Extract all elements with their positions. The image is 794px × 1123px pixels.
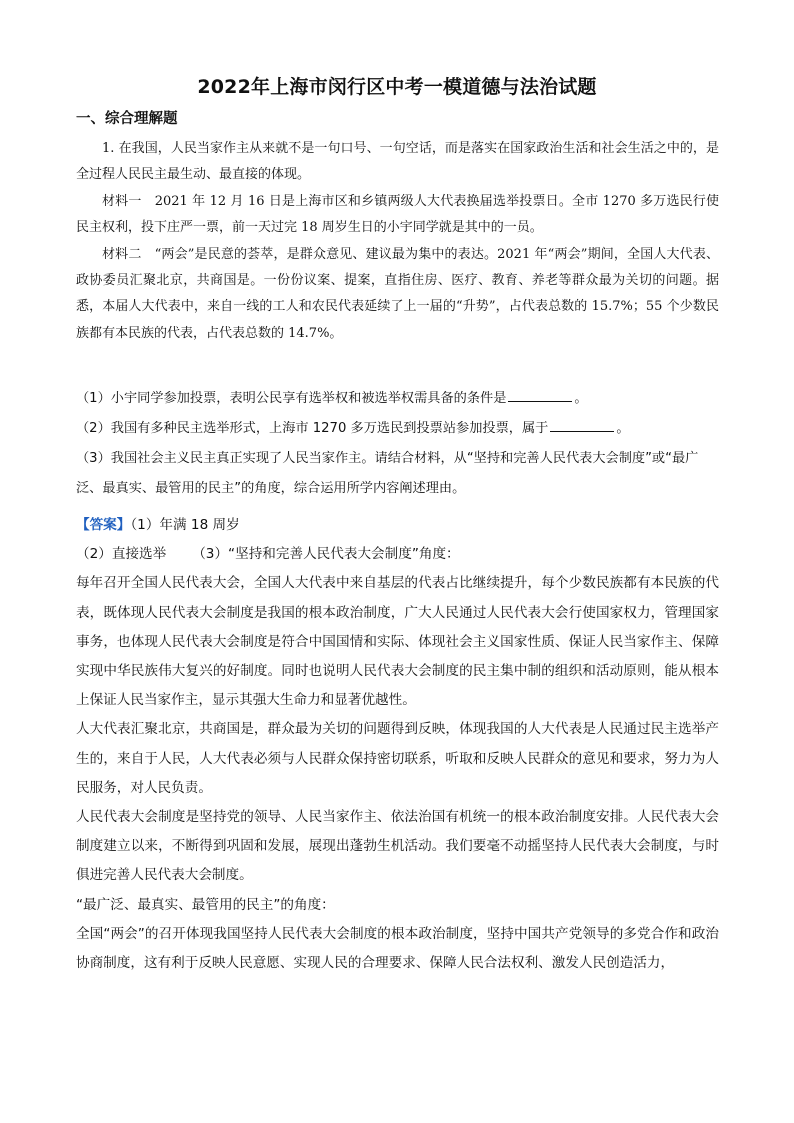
answer-paragraph-5: 全国“两会”的召开体现我国坚持人民代表大会制度的根本政治制度，坚持中国共产党领导的多党合作和政治协商制度，这有利于反映人民意愿、实现人民的合理要求、保障人民合法权利、激发人民创造活力， [76, 925, 719, 972]
answer-3-heading: （3）“坚持和完善人民代表大会制度”角度： [192, 546, 460, 563]
answer-paragraph-2: 人大代表汇聚北京，共商国是，群众最为关切的问题得到反映，体现我国的人大代表是人民通过民主选举产生的，来自于人民，人大代表必须与人民群众保持密切联系，听取和反映人民群众的意见和要求，努力为人民服务，对人民负责。 [76, 721, 719, 796]
answer-tag: 【答案】 [76, 517, 131, 533]
section-heading: 一、综合理解题 [76, 111, 178, 127]
page-title: 2022年上海市闵行区中考一模道德与法治试题 [197, 76, 597, 98]
sub-question-1-end: 。 [574, 391, 588, 406]
answer-2: （2）直接选举 [76, 546, 167, 563]
answer-line-1 [76, 511, 719, 540]
answer-blank-1 [508, 387, 572, 402]
sub-question-2-text: （2）我国有多种民主选举形式，上海市 1270 多万选民到投票站参加投票，属于 [76, 421, 549, 436]
sub-question-3: （3）我国社会主义民主真正实现了人民当家作主。请结合材料，从“坚持和完善人民代表大会制度”或“最广泛、最真实、最管用的民主”的角度，综合运用所学内容阐述理由。 [76, 451, 699, 496]
sub-question-2-end: 。 [616, 421, 630, 436]
answer-block [76, 511, 719, 978]
question-intro: 1. 在我国，人民当家作主从来就不是一句口号、一句空话，而是落实在国家政治生活和社会生活之中的，是全过程人民民主最生动、最直接的体现。 [76, 141, 719, 183]
answer-1: （1）年满 18 周岁 [130, 517, 240, 533]
answer-blank-2 [550, 417, 614, 432]
answer-perspective-heading: “最广泛、最真实、最管用的民主”的角度： [76, 896, 335, 913]
sub-questions [76, 384, 719, 504]
material-two: 材料二 “两会”是民意的荟萃，是群众意见、建议最为集中的表达。2021 年“两会”期间，全国人大代表、政协委员汇聚北京，共商国是。一份份议案、提案，直指住房、医疗、教育、养老等群众最为关切的问题。据悉，本届人大代表中，来自一线的工人和农民代表延续了上一届的“升势”，占代表总数的 15.7%；55 个少数民族都有本民族的代表，占代表总数的 14.7%。 [76, 246, 719, 341]
sub-question-1 [76, 384, 719, 414]
material-one: 材料一 2021 年 12 月 16 日是上海市区和乡镇两级人大代表换届选举投票日。全市 1270 多万选民行使民主权利，投下庄严一票，前一天过完 18 周岁生日的小宇同学就是其中的一员。 [76, 193, 719, 236]
sub-question-2 [76, 414, 719, 444]
answer-line-2 [76, 540, 719, 569]
question-block [76, 136, 719, 347]
sub-question-1-text: （1）小宇同学参加投票，表明公民享有选举权和被选举权需具备的条件是 [76, 391, 507, 406]
answer-paragraph-3: 人民代表大会制度是坚持党的领导、人民当家作主、依法治国有机统一的根本政治制度安排。人民代表大会制度建立以来，不断得到巩固和发展，展现出蓬勃生机活动。我们要毫不动摇坚持人民代表大会制度，与时俱进完善人民代表大会制度。 [76, 809, 719, 884]
answer-paragraph-1: 每年召开全国人民代表大会，全国人大代表中来自基层的代表占比继续提升，每个少数民族都有本民族的代表，既体现人民代表大会制度是我国的根本政治制度，广大人民通过人民代表大会行使国家权力，管理国家事务，也体现人民代表大会制度是符合中国国情和实际、体现社会主义国家性质、保证人民当家作主、保障实现中华民族伟大复兴的好制度。同时也说明人民代表大会制度的民主集中制的组织和活动原则，能从根本上保证人民当家作主，显示其强大生命力和显著优越性。 [76, 575, 719, 709]
